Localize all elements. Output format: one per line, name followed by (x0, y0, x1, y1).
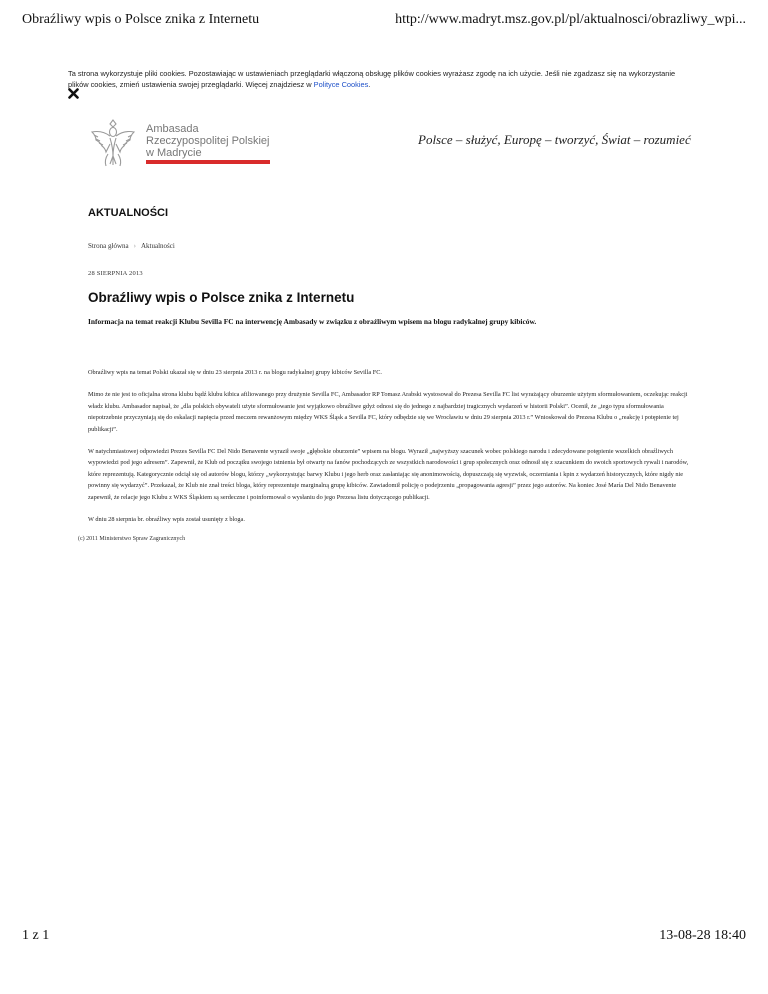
breadcrumb-separator: › (133, 242, 136, 250)
article-paragraph: Mimo że nie jest to oficjalna strona klubu bądź klubu kibica afiliowanego przy drużynie Sevilla FC, Ambasador RP Tomasz Arabski wystosował do Prezesa Sevilla FC list wyrażający oburzenie użytym sformułowaniem, oczekując reakcji władz klubu. Ambasador napisał, że „dla polskich obywateli użyte sformułowanie jest wyjątkowo obraźliwe gdyż odnosi się do jednego z najbardziej tragicznych wydarzeń w historii Polski”. Ocenił, że „tego typu sformułowania niepotrzebnie przyczyniają się do eskalacji napięcia przed meczem rewanżowym między WKS Śląsk a Sevilla FC, który odbędzie się we Wrocławiu w dniu 29 sierpnia 2013 r.” Wnioskował do Prezesa Klubu o „reakcję i potępienie tej publikacji”. (88, 391, 688, 433)
cookie-notice-suffix: . (368, 80, 371, 89)
embassy-name: Ambasada Rzeczypospolitej Polskiej w Madrycie (146, 123, 270, 159)
section-title: AKTUALNOŚCI (88, 207, 169, 219)
print-header (22, 12, 746, 32)
article-paragraph: W natychmiastowej odpowiedzi Prezes Sevilla FC Del Nido Benavente wyraził swoje „głębokie oburzenie” wpisem na blogu. Wyraził „najwyższy szacunek wobec polskiego narodu i zdecydowane potępienie wszelkich obraźliwych wypowiedzi pod jego adresem”. Zapewnił, że Klub od początku swojego istnienia był otwarty na fanów pochodzących ze wszystkich narodowości i grup społecznych oraz odnosił się z szacunkiem do swoich sportowych rywali i narodów, które reprezentują. Kategorycznie odciął się od autorów blogu, którzy „wykorzystując barwy Klubu i jego herb oraz zasłaniając się anonimowością, dopuszczają się wyzwisk, oczerniania i kpin z wydarzeń historycznych, które nigdy nie powinny się wydarzyć”. Przekazał, że Klub nie znał treści bloga, który reprezentuje marginalną grupę kibiców. Zawiadomił policję o podejrzeniu „propagowania agresji” przez jego autorów. Na koniec José María Del Nido Benavente zapewnił, że relacje jego Klubu z WKS Śląskiem są serdeczne i poinformował o wysłaniu do jego Prezesa listu dotyczącego publikacji. (88, 448, 689, 501)
breadcrumb-current[interactable]: Aktualności (140, 242, 175, 250)
print-header-url: http://www.madryt.msz.gov.pl/pl/aktualnosci/obrazliwy_wpi... (395, 12, 746, 27)
article-paragraph: W dniu 28 sierpnia br. obraźliwy wpis został usunięty z bloga. (88, 516, 245, 524)
breadcrumb-home-link[interactable]: Strona główna (88, 242, 129, 250)
cookie-policy-link[interactable]: Polityce Cookies (313, 80, 369, 89)
copyright: (c) 2011 Ministerstwo Spraw Zagranicznych (78, 536, 186, 542)
polish-eagle-emblem-icon (88, 116, 138, 168)
article-paragraph: Obraźliwy wpis na temat Polski ukazał się w dniu 23 sierpnia 2013 r. na blogu radykalnej grupy kibiców Sevilla FC. (88, 369, 382, 376)
breadcrumb (88, 242, 175, 250)
article-body (88, 367, 698, 536)
accent-bar (146, 160, 270, 164)
cookie-notice-text: Ta strona wykorzystuje pliki cookies. Pozostawiając w ustawieniach przeglądarki włączoną obsługę plików cookies wyrażasz zgodę na ich użycie. Jeśli nie zgadzasz się na wykorzystanie plików cookies, zmień ustawienia swojej przeglądarki. Więcej znajdziesz w (68, 69, 676, 89)
article-title: Obraźliwy wpis o Polsce znika z Internetu (88, 290, 355, 305)
article-date: 28 SIERPNIA 2013 (88, 270, 143, 277)
article-lead: Informacja na temat reakcji Klubu Sevilla FC na interwencję Ambasady w związku z obraźliwym wpisem na blogu radykalnej grupy kibiców. (88, 317, 537, 326)
print-timestamp: 13-08-28 18:40 (659, 928, 746, 943)
print-footer (22, 928, 746, 948)
motto: Polsce – służyć, Europę – tworzyć, Świat – rozumieć (418, 132, 691, 147)
cookie-notice (68, 68, 678, 90)
close-x-icon[interactable] (68, 88, 79, 99)
print-header-title: Obraźliwy wpis o Polsce znika z Internetu (22, 12, 260, 27)
page-number: 1 z 1 (22, 928, 50, 943)
